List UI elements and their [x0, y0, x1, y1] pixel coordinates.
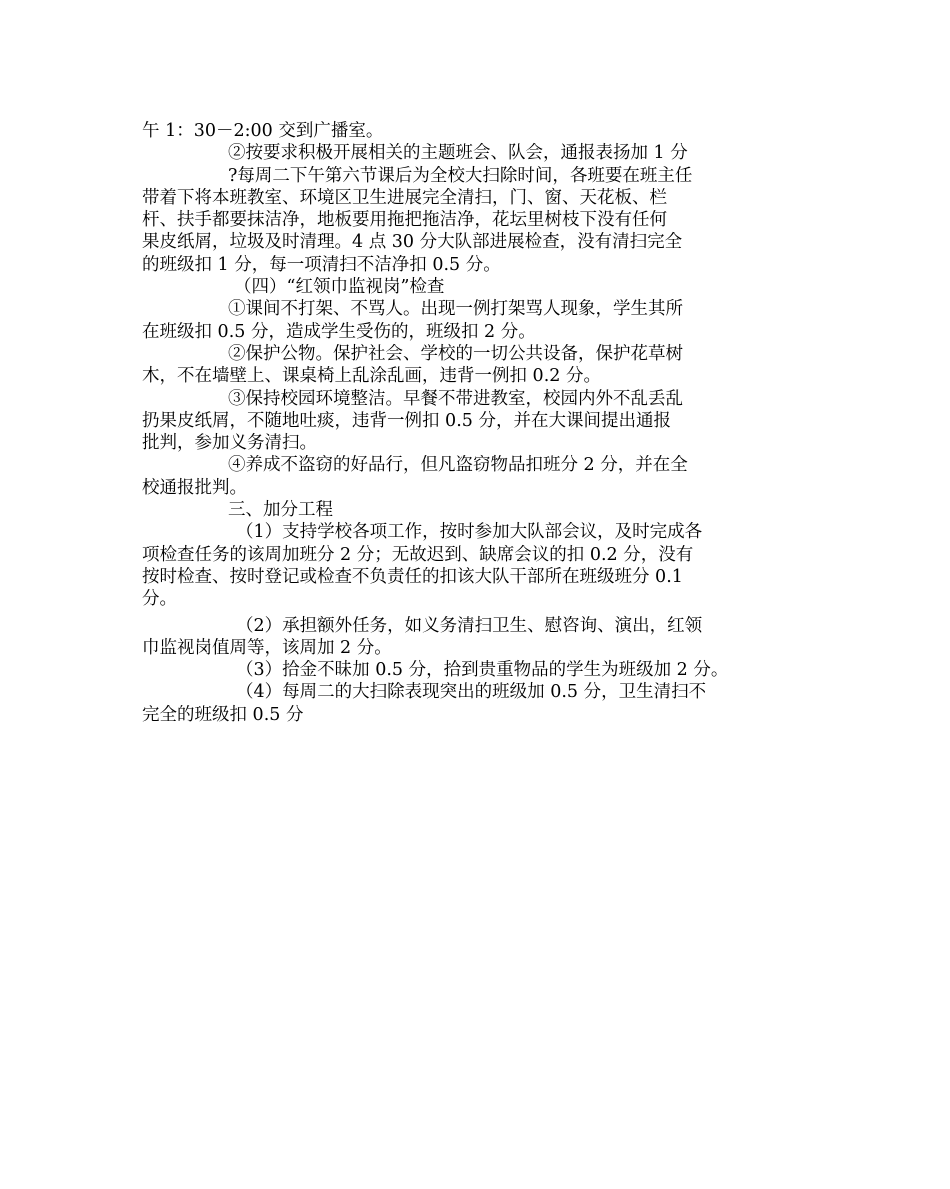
- text-line: 在班级扣 0.5 分，造成学生受伤的，班级扣 2 分。: [142, 321, 536, 342]
- text-line: 午 1：30－2:00 交到广播室。: [142, 121, 384, 141]
- text-line: 带着下将本班教室、环境区卫生进展完全清扫，门、窗、天花板、栏: [142, 187, 667, 208]
- text-line: ②按要求积极开展相关的主题班会、队会，通报表扬加 1 分: [228, 143, 688, 164]
- text-line: 项检查任务的该周加班分 2 分；无故迟到、缺席会议的扣 0.2 分，没有: [142, 544, 694, 565]
- text-line: ②保护公物。保护社会、学校的一切公共设备，保护花草树: [228, 343, 683, 364]
- text-line: 木，不在墙壁上、课桌椅上乱涂乱画，违背一例扣 0.2 分。: [142, 366, 601, 387]
- text-line: （1）支持学校各项工作，按时参加大队部会议，及时完成各: [236, 522, 703, 543]
- text-line: 按时检查、按时登记或检查不负责任的扣该大队干部所在班级班分 0.1: [142, 566, 683, 587]
- text-line: 扔果皮纸屑，不随地吐痰，违背一例扣 0.5 分，并在大课间提出通报: [142, 410, 671, 431]
- text-line: 批判，参加义务清扫。: [142, 433, 317, 454]
- text-line: ③保持校园环境整洁。早餐不带进教室，校园内外不乱丢乱: [228, 388, 683, 409]
- text-line: 杆、扶手都要抹洁净，地板要用拖把拖洁净，花坛里树枝下没有任何: [142, 210, 667, 231]
- section-heading: 三、加分工程: [228, 500, 333, 521]
- text-line: 果皮纸屑，垃圾及时清理。4 点 30 分大队部进展检查，没有清扫完全: [142, 232, 683, 253]
- text-line: ④养成不盗窃的好品行，但凡盗窃物品扣班分 2 分，并在全: [228, 455, 688, 476]
- text-line: （4）每周二的大扫除表现突出的班级加 0.5 分，卫生清扫不: [236, 682, 707, 703]
- document-body: [142, 120, 812, 726]
- text-line: ?每周二下午第六节课后为全校大扫除时间，各班要在班主任: [228, 165, 693, 186]
- text-line: 巾监视岗值周等，该周加 2 分。: [142, 637, 392, 658]
- section-heading: （四）“红领巾监视岗”检查: [234, 277, 445, 298]
- text-line: 完全的班级扣 0.5 分: [142, 704, 304, 725]
- text-line: 分。: [142, 589, 177, 610]
- text-line: 的班级扣 1 分，每一项清扫不洁净扣 0.5 分。: [142, 254, 501, 275]
- text-line: （2）承担额外任务，如义务清扫卫生、慰咨询、演出，红领: [236, 615, 703, 636]
- text-line: 校通报批判。: [142, 477, 247, 498]
- text-line: ①课间不打架、不骂人。出现一例打架骂人现象，学生其所: [228, 299, 683, 320]
- text-line: （3）拾金不昧加 0.5 分，拾到贵重物品的学生为班级加 2 分。: [236, 660, 729, 681]
